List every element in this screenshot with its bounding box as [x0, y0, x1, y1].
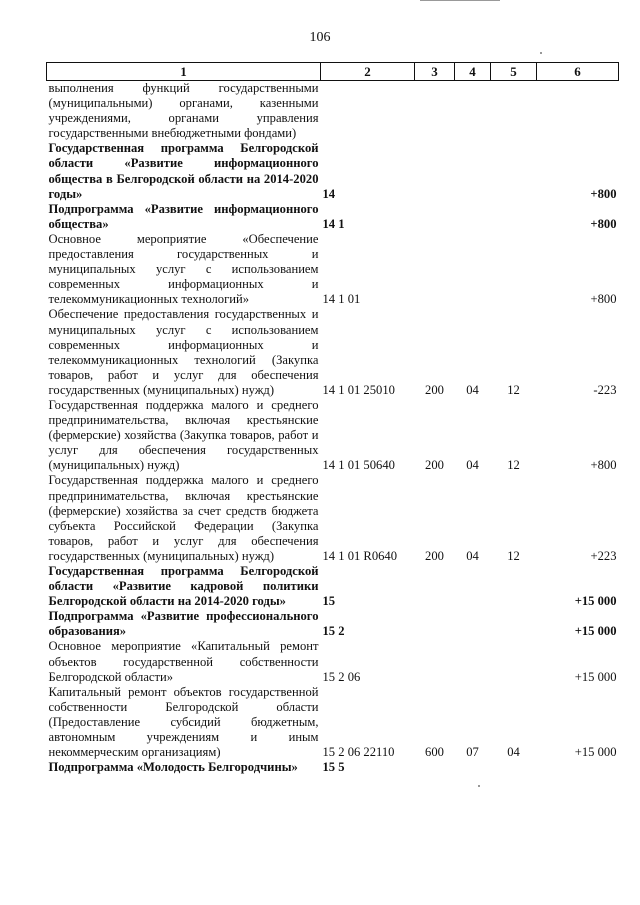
row-amount: +15 000	[574, 745, 617, 760]
row-code: 15 2 06	[322, 669, 361, 684]
row-col-4: 07	[466, 745, 479, 760]
header-row	[47, 63, 619, 81]
row-amount	[537, 760, 619, 775]
row-col-3: 200	[425, 458, 444, 473]
header-col-5: 5	[491, 63, 537, 81]
table-body	[47, 81, 619, 776]
table-row	[47, 564, 619, 609]
row-col-4: 04	[466, 458, 479, 473]
row-col-3	[415, 564, 455, 609]
table-row	[47, 473, 619, 564]
scan-speck	[478, 785, 480, 787]
row-col-4: 04	[466, 382, 479, 397]
row-col-5	[491, 639, 537, 684]
row-col-5	[491, 202, 537, 232]
row-amount: +800	[590, 216, 617, 231]
table-row	[47, 141, 619, 201]
row-description: Основное мероприятие «Капитальный ремонт объектов государственной собственности Белгородской области»	[48, 639, 319, 684]
row-code: 14	[322, 186, 336, 201]
row-amount: +800	[590, 186, 617, 201]
row-col-4	[455, 81, 491, 142]
row-amount: +15 000	[574, 594, 617, 609]
row-amount: -223	[593, 382, 617, 397]
budget-table	[46, 62, 619, 775]
row-amount: +15 000	[574, 624, 617, 639]
row-col-5	[491, 564, 537, 609]
row-col-3: 200	[425, 548, 444, 563]
row-amount	[537, 81, 619, 142]
row-col-3	[415, 639, 455, 684]
row-amount: +800	[590, 458, 617, 473]
header-col-6: 6	[537, 63, 619, 81]
row-col-3	[415, 609, 455, 639]
row-col-5: 04	[507, 745, 520, 760]
row-amount: +223	[590, 548, 617, 563]
row-code: 15	[322, 594, 336, 609]
row-col-5	[491, 141, 537, 201]
row-col-3: 600	[425, 745, 444, 760]
page-number: 106	[309, 30, 331, 45]
table-row	[47, 639, 619, 684]
row-col-3	[415, 141, 455, 201]
row-code: 14 1 01	[322, 292, 361, 307]
header-col-4: 4	[455, 63, 491, 81]
row-description: Подпрограмма «Молодость Белгородчины»	[48, 760, 298, 775]
row-code: 14 1 01 R0640	[322, 548, 398, 563]
row-col-4	[455, 564, 491, 609]
row-description: Государственная программа Белгородской области «Развитие кадровой политики Белгородской области на 2014-2020 годы»	[48, 564, 319, 609]
row-amount: +15 000	[574, 669, 617, 684]
row-col-3	[415, 760, 455, 775]
row-col-5	[491, 232, 537, 307]
row-description: Подпрограмма «Развитие профессионального образования»	[48, 609, 319, 639]
table-row	[47, 398, 619, 473]
row-col-4	[455, 609, 491, 639]
row-amount: +800	[590, 292, 617, 307]
row-col-3	[415, 202, 455, 232]
table-row	[47, 232, 619, 307]
row-col-5	[491, 609, 537, 639]
row-code: 14 1	[322, 216, 345, 231]
row-col-5	[491, 81, 537, 142]
row-col-5: 12	[507, 458, 520, 473]
row-description: Государственная поддержка малого и среднего предпринимательства, включая крестьянские (фермерские) хозяйства (Закупка товаров, работ и услуг для обеспечения государственных (муниципальных) нужд)	[48, 397, 319, 473]
row-description: Государственная поддержка малого и среднего предпринимательства, включая крестьянские (фермерские) хозяйства за счет средств бюджета субъекта Российской Федерации (Закупка товаров, работ и услуг для обеспечения государственных (муниципальных) нужд)	[48, 473, 319, 563]
table-row	[47, 760, 619, 775]
scan-speck	[540, 52, 542, 54]
row-col-3: 200	[425, 382, 444, 397]
table-row	[47, 685, 619, 760]
row-description: выполнения функций государственными (муниципальными) органами, казенными учреждениями, органами управления государственными внебюджетными фондами)	[48, 81, 319, 141]
row-code: 15 5	[322, 760, 345, 775]
row-code: 14 1 01 25010	[322, 382, 395, 397]
row-col-4	[455, 639, 491, 684]
row-description: Капитальный ремонт объектов государственной собственности Белгородской области (Предоставление субсидий бюджетным, автономным учреждениям и иным некоммерческим организациям)	[48, 684, 319, 760]
row-col-4	[455, 232, 491, 307]
row-description: Обеспечение предоставления государственных и муниципальных услуг с использованием современных информационных и телекоммуникационных технологий (Закупка товаров, работ и услуг для обеспечения государственных (муниципальных) нужд)	[48, 307, 319, 397]
row-col-3	[415, 81, 455, 142]
row-description: Подпрограмма «Развитие информационного общества»	[48, 201, 319, 231]
table-row	[47, 609, 619, 639]
header-col-2: 2	[321, 63, 415, 81]
row-col-5	[491, 760, 537, 775]
row-col-3	[415, 232, 455, 307]
row-col-4: 04	[466, 548, 479, 563]
row-code	[321, 81, 415, 142]
row-code: 15 2 06 22110	[322, 745, 395, 760]
table-row	[47, 307, 619, 398]
row-description: Основное мероприятие «Обеспечение предоставления государственных и муниципальных услуг с использованием современных информационных и телекоммуникационных технологий»	[48, 231, 319, 307]
header-col-1: 1	[47, 63, 321, 81]
header-col-3: 3	[415, 63, 455, 81]
row-col-4	[455, 760, 491, 775]
row-col-5: 12	[507, 548, 520, 563]
row-col-4	[455, 202, 491, 232]
table-row	[47, 202, 619, 232]
row-description: Государственная программа Белгородской области «Развитие информационного общества в Белгородской области на 2014-2020 годы»	[48, 141, 319, 201]
row-code: 14 1 01 50640	[322, 458, 395, 473]
row-code: 15 2	[322, 624, 345, 639]
row-col-5: 12	[507, 382, 520, 397]
table-row	[47, 81, 619, 142]
scan-artifact-line	[420, 0, 500, 1]
row-col-4	[455, 141, 491, 201]
